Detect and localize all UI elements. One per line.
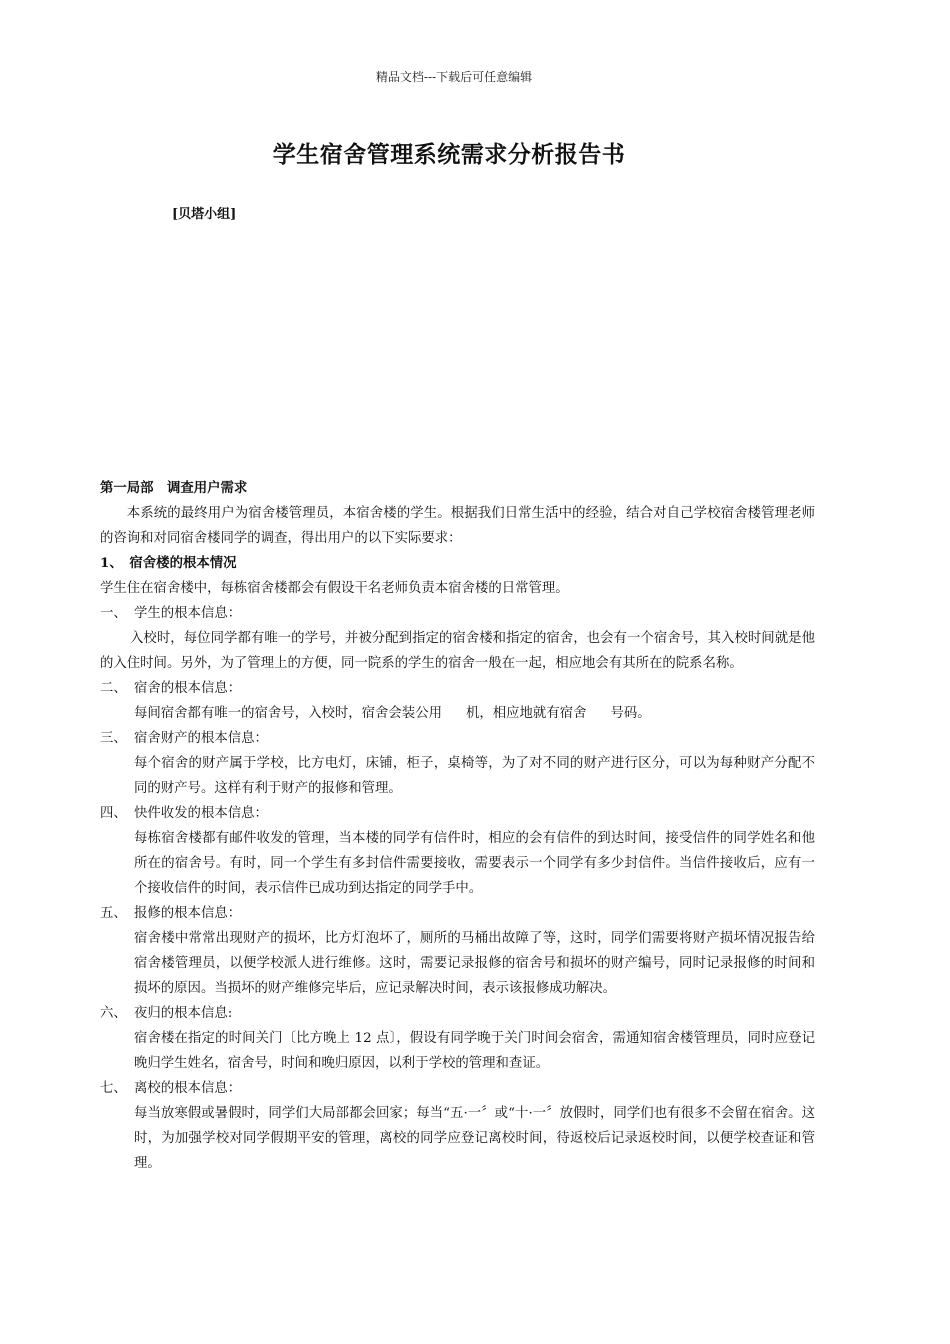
section-6-heading: [100, 1001, 815, 1026]
section-1-number: 一、: [100, 606, 127, 621]
section-3-heading: [100, 726, 815, 751]
part1-heading: 第一局部 调查用户需求: [100, 480, 248, 496]
section-5-title: 报修的根本信息：: [134, 906, 242, 921]
group-label: [贝塔小组]: [172, 207, 237, 222]
section-2-number: 二、: [100, 681, 127, 696]
section-7-heading: [100, 1076, 815, 1101]
section-6-number: 六、: [100, 1006, 127, 1021]
section-5-heading: [100, 901, 815, 926]
section-3-body: 每个宿舍的财产属于学校，比方电灯，床铺，柜子，桌椅等，为了对不同的财产进行区分，可以为每种财产分配不同的财产号。这样有利于财产的报修和管理。: [134, 756, 815, 796]
section-5-body: 宿舍楼中常常出现财产的损坏，比方灯泡坏了，厕所的马桶出故障了等，这时，同学们需要将财产损坏情况报告给宿舍楼管理员，以便学校派人进行维修。这时，需要记录报修的宿舍号和损坏的财产编号，同时记录报修的时间和损坏的原因。当损坏的财产维修完毕后，应记录解决时间，表示该报修成功解决。: [134, 931, 815, 996]
section-1-heading: [100, 601, 815, 626]
header-note: 精品文档---下载后可任意编辑: [375, 70, 533, 84]
subsection-1-heading: 1、 宿舍楼的根本情况: [100, 555, 237, 571]
section-2-body-a: 每间宿舍都有唯一的宿舍号，入校时，宿舍会装公用: [134, 706, 442, 721]
subsection-1-text: 学生住在宿舍楼中，每栋宿舍楼都会有假设干名老师负责本宿舍楼的日常管理。: [100, 581, 569, 596]
section-6-title: 夜归的根本信息:: [134, 1006, 233, 1021]
section-4-number: 四、: [100, 806, 127, 821]
section-3-number: 三、: [100, 731, 127, 746]
section-1-body: 入校时，每位同学都有唯一的学号，并被分配到指定的宿舍楼和指定的宿舍，也会有一个宿舍号，其入校时间就是他的入住时间。另外，为了管理上的方便，同一院系的学生的宿舍一般在一起，相应地会有其所在的院系名称。: [100, 631, 815, 671]
section-3-title: 宿舍财产的根本信息：: [134, 731, 268, 746]
section-7-title: 离校的根本信息：: [134, 1081, 242, 1096]
section-2-heading: [100, 676, 815, 701]
section-5-number: 五、: [100, 906, 127, 921]
section-2-body-c: 号码。: [610, 706, 651, 721]
part1-intro: 本系统的最终用户为宿舍楼管理员，本宿舍楼的学生。根据我们日常生活中的经验，结合对自己学校宿舍楼管理老师的咨询和对同宿舍楼同学的调查，得出用户的以下实际要求：: [100, 506, 815, 546]
section-7-number: 七、: [100, 1081, 127, 1096]
section-7-body: 每当放寒假或暑假时，同学们大局部都会回家；每当“五·一〞或“十·一〞放假时，同学们也有很多不会留在宿舍。这时，为加强学校对同学假期平安的管理，离校的同学应登记离校时间，待返校后记录返校时间，以便学校查证和管理。: [134, 1106, 815, 1171]
section-2-body-b: 机，相应地就有宿舍: [465, 706, 587, 721]
section-1-title: 学生的根本信息：: [134, 606, 242, 621]
document-body: [100, 476, 815, 1176]
section-6-body: 宿舍楼在指定的时间关门〔比方晚上 12 点〕，假设有同学晚于关门时间会宿舍，需通知宿舍楼管理员，同时应登记晚归学生姓名，宿舍号，时间和晚归原因，以利于学校的管理和查证。: [134, 1031, 815, 1071]
section-2-body: [100, 701, 815, 726]
section-4-body: 每栋宿舍楼都有邮件收发的管理，当本楼的同学有信件时，相应的会有信件的到达时间，接受信件的同学姓名和他所在的宿舍号。有时，同一个学生有多封信件需要接收，需要表示一个同学有多少封信件。当信件接收后，应有一个接收信件的时间，表示信件已成功到达指定的同学手中。: [134, 831, 815, 896]
section-4-title: 快件收发的根本信息：: [134, 806, 268, 821]
section-2-title: 宿舍的根本信息：: [134, 681, 242, 696]
section-4-heading: [100, 801, 815, 826]
document-title: 学生宿舍管理系统需求分析报告书: [272, 141, 626, 168]
